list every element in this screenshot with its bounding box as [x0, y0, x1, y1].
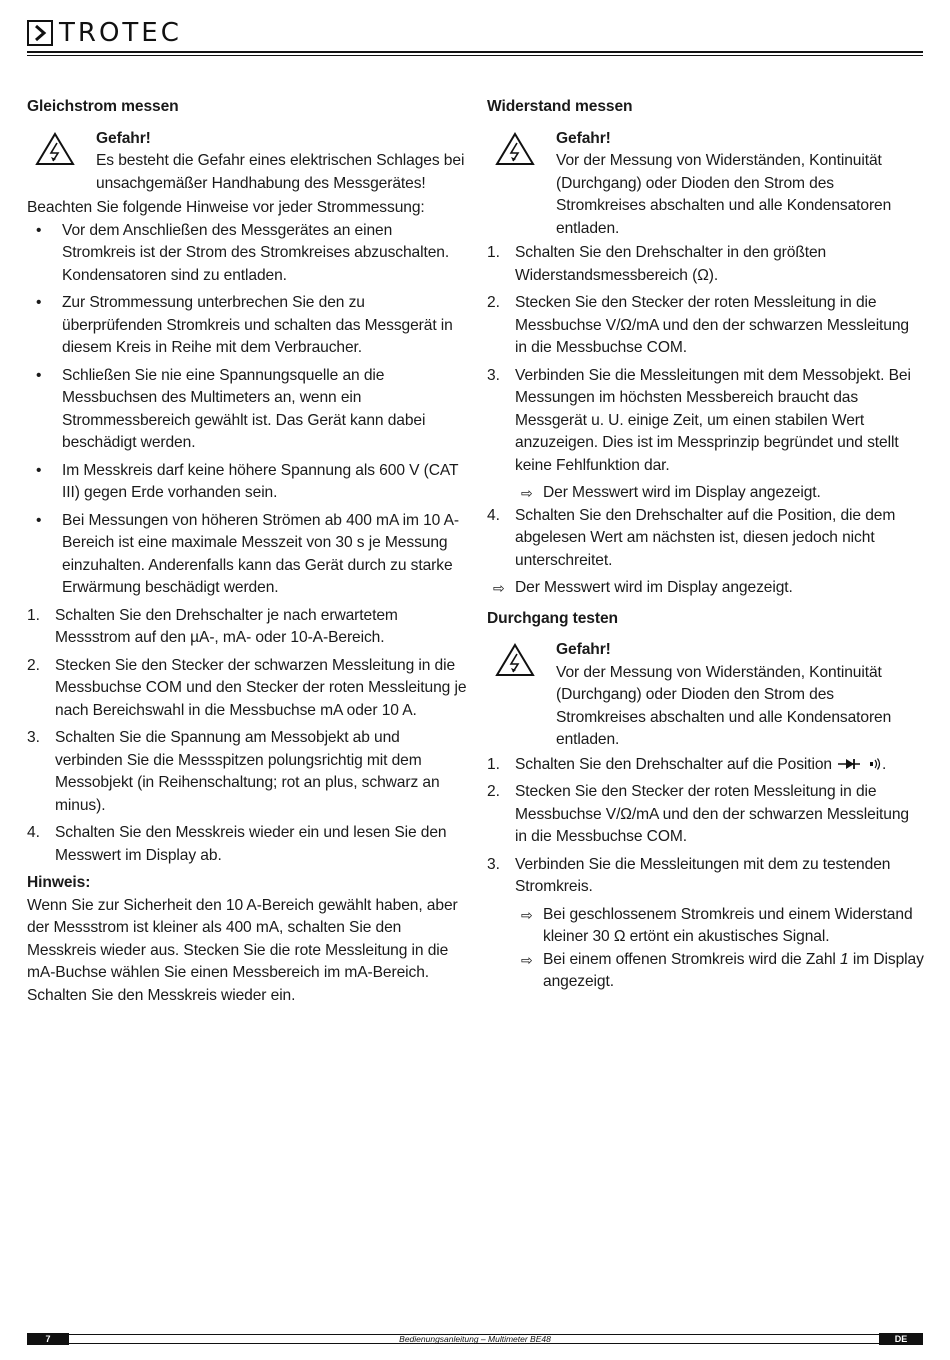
header-rule	[27, 51, 923, 53]
result-item: ⇨ Der Messwert wird im Display angezeigt.	[487, 482, 925, 505]
steps-list	[487, 242, 925, 477]
step-item: 3. Verbinden Sie die Messleitungen mit dem zu testenden Stromkreis.	[487, 855, 891, 895]
list-item: • Im Messkreis darf keine höhere Spannung als 600 V (CAT III) gegen Erde vorhanden sein.	[36, 461, 459, 501]
danger-warning	[27, 128, 467, 196]
step-item: 4. Schalten Sie den Drehschalter auf die Position, die dem abgelesen Wert am nächsten ist, diesen jedoch nicht unterschreitet.	[487, 506, 896, 569]
brand-logo	[27, 20, 182, 46]
danger-warning	[487, 639, 925, 752]
page-header	[27, 20, 923, 56]
result-arrow-icon: ⇨	[521, 906, 533, 923]
note-text: Wenn Sie zur Sicherheit den 10 A-Bereich gewählt haben, aber der Messstrom ist kleiner als 400 mA, schalten Sie den Messkreis wieder aus. Stecken Sie die rote Messleitung in die mA-Buchse wählen Sie einen Messbereich im mA-Bereich. Schalten Sie den Messkreis wieder ein.	[27, 896, 458, 1004]
diode-continuity-icon	[838, 757, 882, 771]
list-item: • Vor dem Anschließen des Messgerätes an einen Stromkreis ist der Strom des Stromkreises abzuschalten. Kondensatoren sind zu entladen.	[36, 221, 450, 284]
danger-text: Vor der Messung von Widerständen, Kontinuität (Durchgang) oder Dioden den Strom des Stromkreises abschalten und alle Kondensatoren entladen.	[556, 152, 892, 237]
page-number: 7	[27, 1333, 69, 1345]
danger-text: Vor der Messung von Widerständen, Kontinuität (Durchgang) oder Dioden den Strom des Stromkreises abschalten und alle Kondensatoren entladen.	[556, 663, 892, 748]
result-item: ⇨ Der Messwert wird im Display angezeigt.	[487, 577, 925, 600]
left-column	[27, 96, 467, 1007]
step-item: 2. Stecken Sie den Stecker der roten Messleitung in die Messbuchse V/Ω/mA und den der schwarzen Messleitung in die Messbuchse COM.	[487, 294, 910, 356]
logo-chevron-icon	[27, 20, 53, 46]
electric-hazard-icon	[495, 643, 535, 677]
electric-hazard-icon	[35, 132, 75, 166]
list-item: • Schließen Sie nie eine Spannungsquelle an die Messbuchsen des Multimeters an, wenn ein Strommessbereich gewählt ist. Das Gerät kann dabei beschädigt werden.	[36, 366, 426, 451]
note-title: Hinweis:	[27, 874, 91, 891]
result-item: ⇨ Bei einem offenen Stromkreis wird die Zahl 1 im Display angezeigt.	[521, 950, 924, 990]
step-item: 2. Stecken Sie den Stecker der schwarzen Messleitung in die Messbuchse COM und den Stecker der roten Messleitung je nach Bereichswahl in die Messbuchse mA oder 10 A.	[27, 656, 467, 719]
header-rule-thin	[27, 55, 923, 56]
right-column	[487, 96, 925, 994]
step-item: 2. Stecken Sie den Stecker der roten Messleitung in die Messbuchse V/Ω/mA und den der schwarzen Messleitung in die Messbuchse COM.	[487, 783, 910, 845]
section-heading: Durchgang testen	[487, 609, 618, 627]
result-arrow-icon: ⇨	[521, 951, 533, 968]
safety-list	[27, 220, 467, 600]
language-badge: DE	[879, 1333, 923, 1345]
list-item: • Zur Strommessung unterbrechen Sie den zu überprüfenden Stromkreis und schalten das Messgerät in diesem Kreis in Reihe mit dem Verbraucher.	[36, 294, 453, 356]
result-arrow-icon: ⇨	[493, 580, 505, 596]
list-item: • Bei Messungen von höheren Strömen ab 400 mA im 10 A-Bereich ist eine maximale Messzeit von 30 s je Messung einzuhalten. Anderenfalls kann das Gerät durch zu starke Erwärmung beschädigt werden.	[36, 511, 460, 596]
step-item: 3. Schalten Sie die Spannung am Messobjekt ab und verbinden Sie die Messspitzen polungsrichtig mit dem Messobjekt (in Reihenschaltung; rot an plus, schwarz an minus).	[27, 729, 440, 814]
steps-list	[487, 754, 925, 899]
danger-text: Es besteht die Gefahr eines elektrischen Schlages bei unsachgemäßer Handhabung des Messgerätes!	[96, 152, 465, 192]
step-item: 1. Schalten Sie den Drehschalter je nach erwartetem Messstrom auf den µA-, mA- oder 10-A-Bereich.	[27, 606, 398, 646]
step-item: 1. Schalten Sie den Drehschalter auf die Position .	[487, 755, 887, 773]
footer-title: Bedienungsanleitung – Multimeter BE48	[399, 1334, 551, 1344]
step-item: 4. Schalten Sie den Messkreis wieder ein und lesen Sie den Messwert im Display ab.	[27, 824, 447, 864]
steps-list	[487, 505, 925, 573]
danger-title: Gefahr!	[96, 129, 151, 147]
result-arrow-icon: ⇨	[521, 485, 533, 501]
step-item: 3. Verbinden Sie die Messleitungen mit dem Messobjekt. Bei Messungen im höchsten Messbereich braucht das Messgerät u. U. einige Zeit, um einen stabilen Wert anzuzeigen. Dies ist im Messprinzip begründet und stellt keine Fehlfunktion dar.	[487, 366, 911, 474]
page-footer	[27, 1333, 923, 1345]
step-item: 1. Schalten Sie den Drehschalter in den größten Widerstandsmessbereich (Ω).	[487, 244, 827, 284]
brand-name: TROTEC	[59, 18, 182, 48]
intro-text: Beachten Sie folgende Hinweise vor jeder Strommessung:	[27, 199, 425, 216]
result-item: ⇨ Bei geschlossenem Stromkreis und einem Widerstand kleiner 30 Ω ertönt ein akustisches Signal.	[521, 905, 913, 945]
steps-list	[27, 605, 467, 868]
danger-title: Gefahr!	[556, 641, 611, 658]
electric-hazard-icon	[495, 132, 535, 166]
danger-warning	[487, 128, 925, 241]
section-heading: Widerstand messen	[487, 98, 633, 115]
display-number: 1	[840, 950, 849, 968]
section-heading: Gleichstrom messen	[27, 98, 179, 115]
danger-title: Gefahr!	[556, 129, 611, 147]
